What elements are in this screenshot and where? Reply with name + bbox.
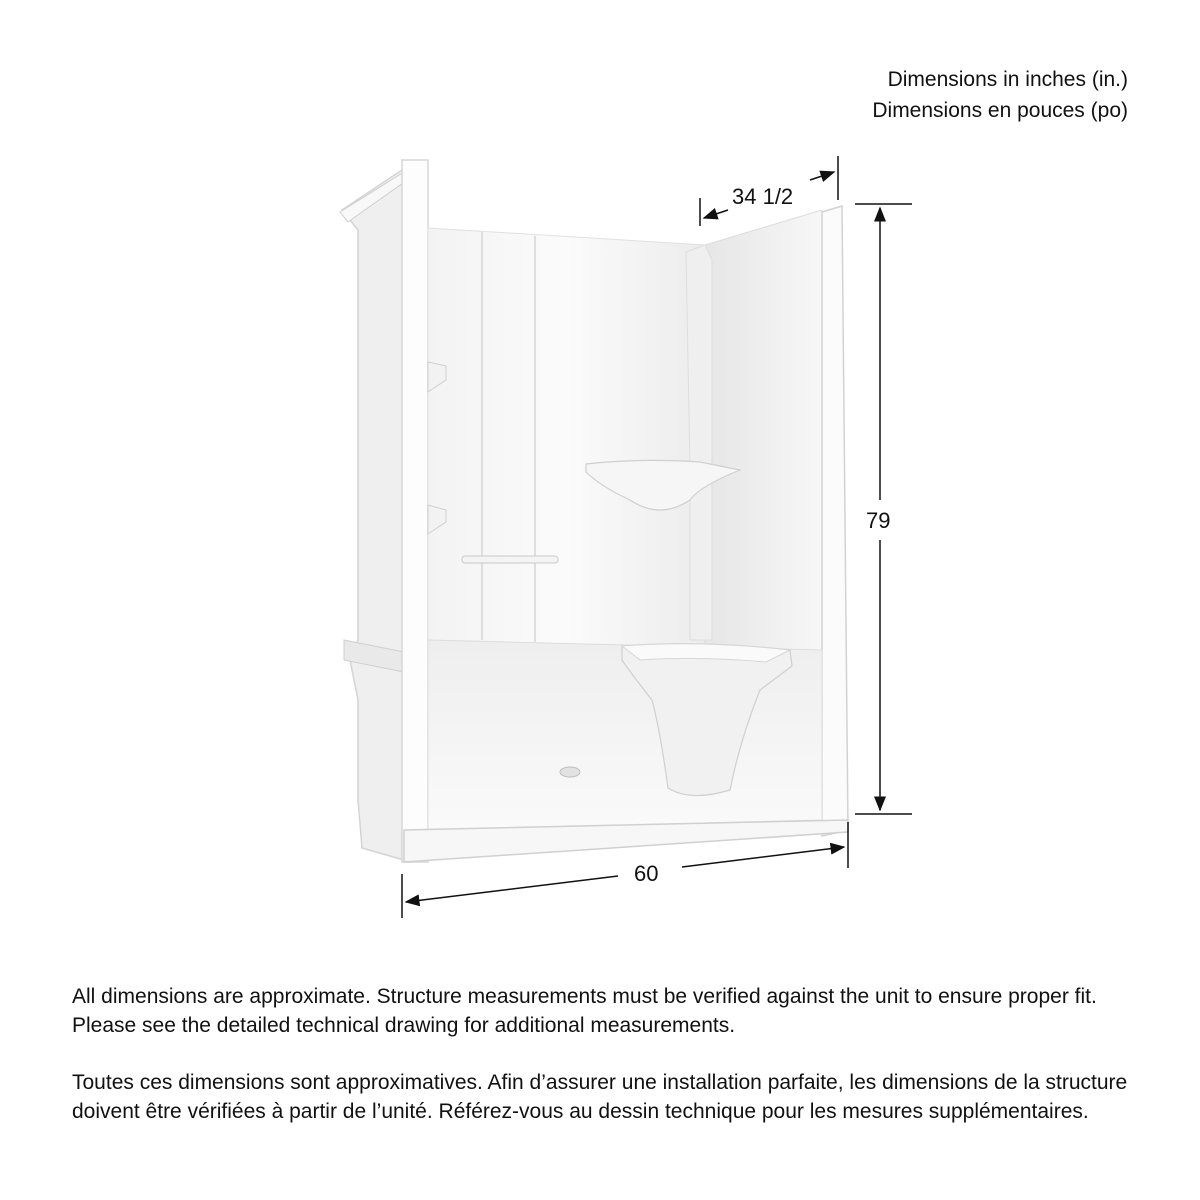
drain <box>560 767 580 777</box>
left-front-frame <box>402 160 428 862</box>
units-note-english: Dimensions in inches (in.) <box>887 68 1128 91</box>
right-front-frame <box>822 206 848 836</box>
corner-column <box>686 245 712 640</box>
disclaimer-english: All dimensions are approximate. Structure measurements must be verified against the unit to ensure proper fit. Please see the detailed technical drawing for additional measurements. <box>72 985 1097 1037</box>
disclaimer <box>72 982 1142 1154</box>
width-label: 60 <box>634 861 659 886</box>
right-side-wall <box>705 210 822 650</box>
grab-bar <box>462 556 558 563</box>
height-dimension <box>855 204 912 814</box>
depth-label: 34 1/2 <box>732 184 794 209</box>
units-note-french: Dimensions en pouces (po) <box>872 99 1128 122</box>
height-label: 79 <box>866 508 891 533</box>
shower-unit <box>340 160 848 862</box>
disclaimer-french: Toutes ces dimensions sont approximatives. Afin d’assurer une installation parfaite, les dimensions de la structure doivent être vérifiées à partir de l’unité. Référez-vous au dessin technique pour les mesures supplémentaires. <box>72 1071 1128 1123</box>
back-wall <box>428 228 705 650</box>
